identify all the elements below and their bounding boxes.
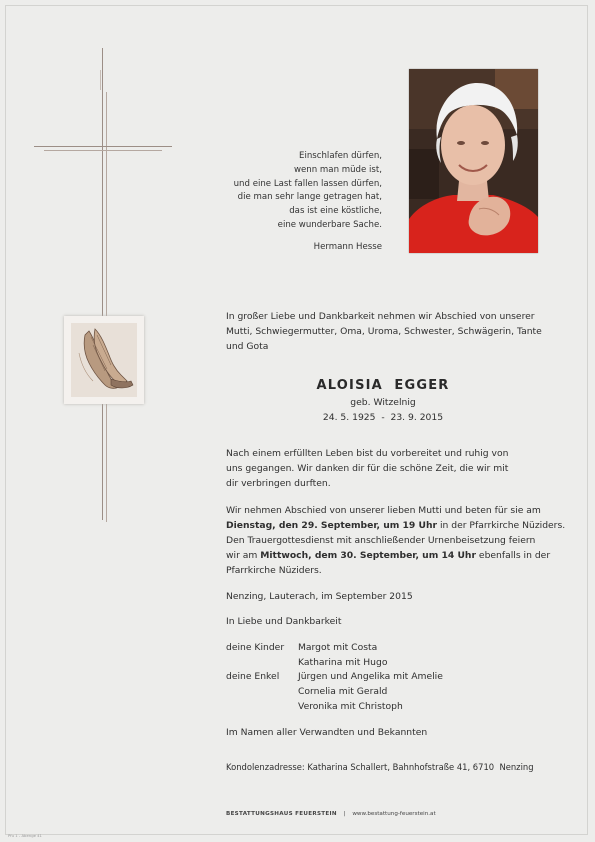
poem-line: Einschlafen dürfen,	[299, 151, 382, 161]
poem-line: eine wunderbare Sache.	[277, 219, 382, 230]
footer	[226, 811, 436, 817]
birth-name: geb. Witzelnig	[350, 397, 416, 408]
intro-line: Mutti, Schwiegermutter, Oma, Uroma, Schwester, Schwägerin, Tante	[226, 326, 542, 337]
service-prefix: wir am	[226, 550, 261, 561]
grandchildren-label: deine Enkel	[226, 671, 280, 682]
footer-separator: |	[343, 811, 346, 817]
family-member: Jürgen und Angelika mit Amelie	[298, 671, 443, 682]
family-member: Cornelia mit Gerald	[298, 686, 388, 697]
grandchildren-list	[298, 669, 443, 714]
service-text	[226, 503, 565, 578]
message-line: Nach einem erfüllten Leben bist du vorbereitet und ruhig von	[226, 448, 509, 459]
intro-line: In großer Liebe und Dankbarkeit nehmen wir Abschied von unserer	[226, 311, 535, 322]
poem	[200, 150, 382, 255]
service-place-1: in der Pfarrkirche Nüziders.	[437, 520, 566, 531]
portrait-photo	[409, 69, 538, 253]
service-date-2: Mittwoch, dem 30. September, um 14 Uhr	[260, 550, 476, 561]
poem-line: und eine Last fallen lassen dürfen,	[233, 178, 382, 189]
praying-hands-tile	[64, 316, 144, 404]
service-line: Wir nehmen Abschied von unserer lieben Mutti und beten für sie am	[226, 505, 541, 516]
service-line: Den Trauergottesdienst mit anschließender Urnenbeisetzung feiern	[226, 535, 536, 546]
poem-line: wenn man müde ist,	[293, 164, 382, 175]
poem-author: Hermann Hesse	[313, 241, 382, 252]
message-line: uns gegangen. Wir danken dir für die schöne Zeit, die wir mit	[226, 463, 509, 474]
deceased-name: ALOISIA EGGER	[316, 378, 450, 393]
family-member: Katharina mit Hugo	[298, 657, 388, 668]
funeral-home-website[interactable]: www.bestattung-feuerstein.at	[352, 811, 436, 817]
praying-hands-icon	[71, 323, 137, 397]
children-label: deine Kinder	[226, 642, 285, 653]
corner-note: Pfu 1 - Abenge 41	[8, 833, 42, 838]
message-text	[226, 446, 508, 491]
poem-line: die man sehr lange getragen hat,	[237, 192, 382, 203]
place-date: Nenzing, Lauterach, im September 2015	[226, 591, 413, 602]
closing-text: In Liebe und Dankbarkeit	[226, 616, 342, 627]
service-line	[226, 518, 565, 533]
service-place-2: ebenfalls in der	[476, 550, 551, 561]
condolence-address: Kondolenzadresse: Katharina Schallert, Bahnhofstraße 41, 6710 Nenzing	[226, 762, 534, 772]
children-list	[298, 640, 387, 670]
message-line: dir verbringen durften.	[226, 478, 331, 489]
poem-line: das ist eine köstliche,	[289, 206, 382, 217]
family-member: Margot mit Costa	[298, 642, 378, 653]
service-line: Pfarrkirche Nüziders.	[226, 565, 322, 576]
funeral-home-name: BESTATTUNGSHAUS FEUERSTEIN	[226, 811, 337, 817]
service-line	[226, 548, 565, 563]
life-dates: 24. 5. 1925 - 23. 9. 2015	[322, 412, 444, 423]
relatives-text: Im Namen aller Verwandten und Bekannten	[226, 727, 428, 738]
intro-line: und Gota	[226, 341, 269, 352]
service-date-1: Dienstag, den 29. September, um 19 Uhr	[226, 520, 438, 531]
family-member: Veronika mit Christoph	[298, 701, 403, 712]
intro-text	[226, 309, 542, 354]
